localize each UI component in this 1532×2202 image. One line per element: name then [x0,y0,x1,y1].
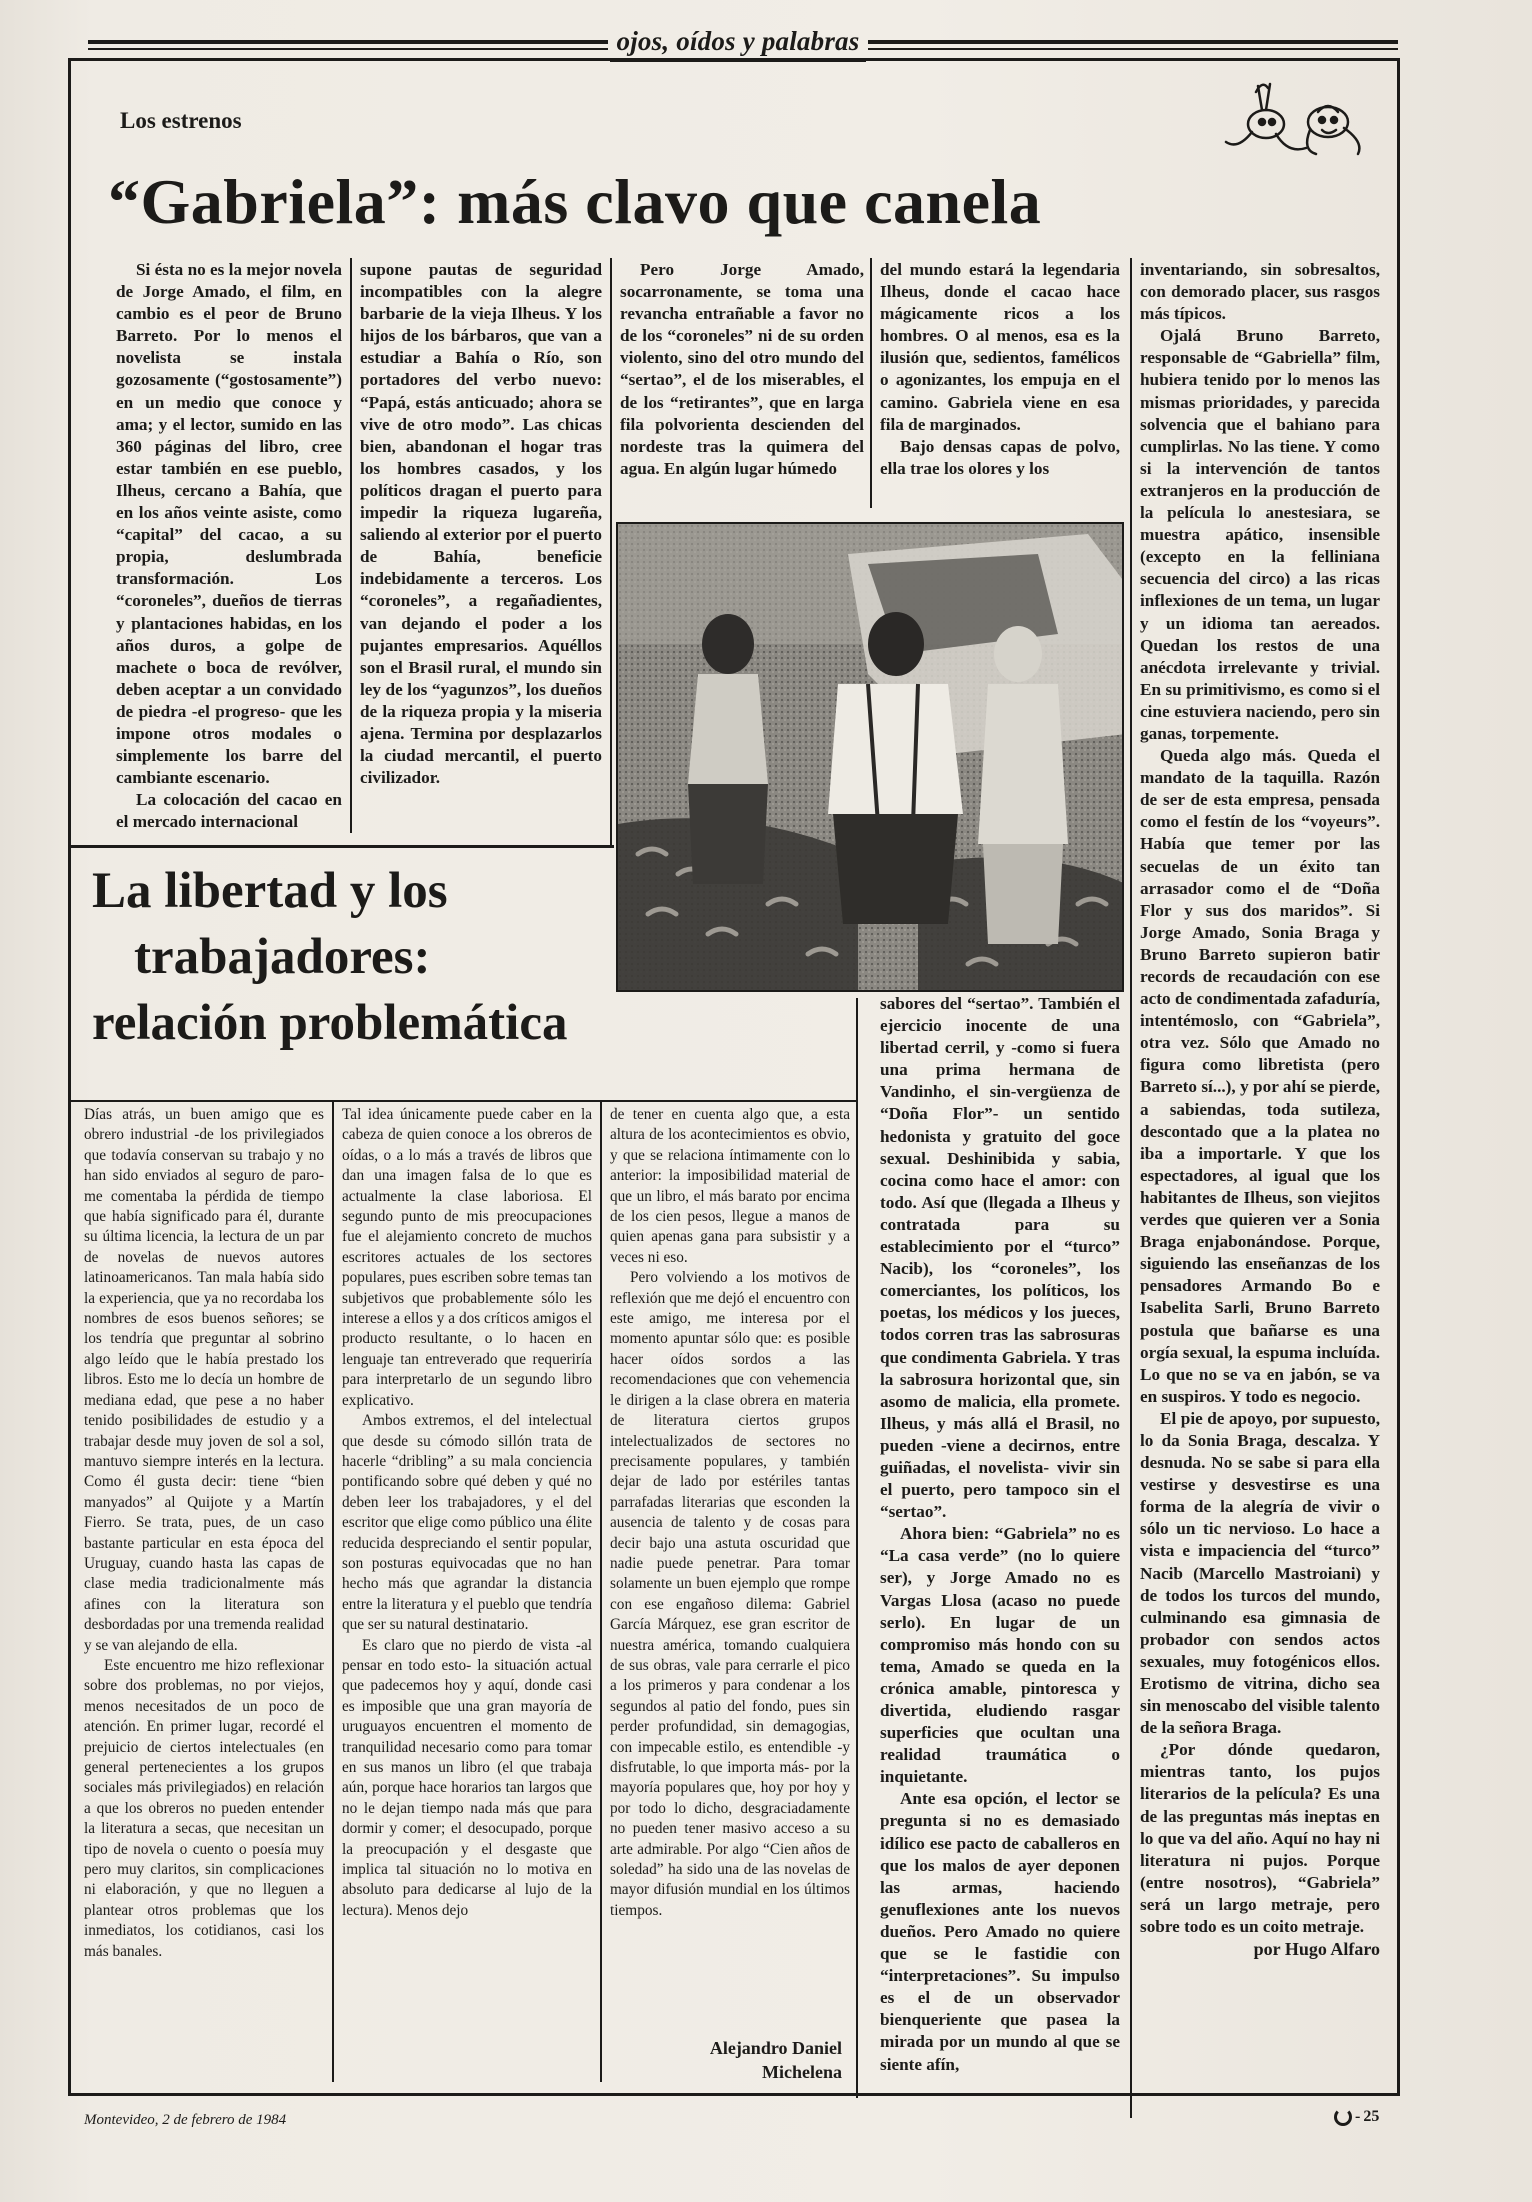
article2-author-byline [610,2036,842,2084]
magazine-logo-icon [1334,2108,1352,2126]
author-line-1: Alejandro Daniel [709,2038,842,2058]
article-col-2 [360,259,602,829]
paragraph: de tener en cuenta algo que, a esta altura de los acontecimientos es obvio, y que se relaciona íntimamente con lo anterior: la imposibilidad material de que un libro, el más barato por encima de los cien pesos, llegue a manos de quien apenas gana para subsistir y a veces ni eso. [610,1106,850,1266]
article2-col-1 [84,1105,324,2085]
article-headline: “Gabriela”: más clavo que canela [108,166,1042,237]
paragraph: supone pautas de seguridad incompatibles con la alegre barbarie de la vieja Ilheus. Y los hijos de los bárbaros, que van a estudiar a Bahía o Río, son portadores del verbo nuevo: “Papá, estás anticuado; ahora se vive de otro modo”. Las chicas bien, abandonan el hogar tras los hombres casados, y los políticos dragan el puerto para impedir la riqueza lugareña, saliendo al exterior por el puerto de Bahía, beneficie indebidamente a terceros. Los “coroneles”, a regañadientes, van dejando el poder a los pujantes empresarios. Aquéllos son el Brasil rural, el mundo sin ley de los “yagunzos”, los dueños de la riqueza propia y la miseria ajena. Termina por desplazarlos la ciudad mercantil, el puerto civilizador. [360,260,602,788]
author-line-2: Michelena [762,2062,842,2082]
film-still-image [618,524,1124,992]
paragraph: Queda algo más. Queda el mandato de la taquilla. Razón de ser de esta empresa, pensada como el festín de los “voyeurs”. Había que temer por las secuelas de un éxito tan arrasador como el de “Doña Flor y sus dos maridos”. Si Jorge Amado, Sonia Braga y Bruno Barreto supieron batir records de recaudación con ese acto de condimentada zafaduría, intentémoslo, con “Gabriela”, otra vez. Sólo que Amado no figura como libretista (pero Barreto sí...), y por ahí se pierde, a sabiendas, toda sutileza, descontado que a la platea no iba a importarle. Y que los espectadores, al igual que los habitantes de Ilheus, son viejitos verdes que quieren ver a Sonia Braga enjabonándose. Porque, siguiendo las enseñanzas de los pensadores Armando Bo e Isabelita Sarli, Bruno Barreto postula que bañarse es una orgía sexual, la espuma incluída. Lo que no se va en jabón, se va en suspiros. Y todo es negocio. [1140,746,1380,1406]
page-number: - 25 [1334,2108,1379,2126]
cartoon-figures-icon [1218,72,1368,162]
paragraph: Ojalá Bruno Barreto, responsable de “Gabriella” film, hubiera tenido por lo menos las mismas prioridades, y parecida solvencia que el bahiano para cumplirlas. No las tiene. Y como si la intervención de tantos extranjeros en la producción de la película lo anestesiara, se muestra apático, insensible (excepto en la felliniana secuencia del circo) a las ricas inflexiones de un tema, un lugar y un idioma tan aereados. Quedan los restos de una anécdota irrelevante y trivial. En su primitivismo, es como si el cine estuviera naciendo, pero sin ganas, torpemente. [1140,326,1380,743]
section-kicker: Los estrenos [120,108,242,133]
article-col-3 [620,259,864,499]
article-col-5 [1140,259,1380,2089]
paragraph: inventariando, sin sobresaltos, con demorado placer, sus rasgos más típicos. [1140,260,1380,324]
paragraph: Pero volviendo a los motivos de reflexión que me dejó el encuentro con este amigo, me interesa por el momento apuntar sólo que: es posible hacer oídos sordos a las recomendaciones que con vehemencia le dirigen a la clase obrera en materia de literatura ciertos grupos intelectualizados de sectores no precisamente populares, y también dejar de lado por estériles tantas parrafadas literarias que esconden la ausencia de talento y de cosas para decir bajo una astuta oscuridad que nadie puede penetrar. Para tomar solamente un buen ejemplo que rompe con ese engañoso dilema: Gabriel García Márquez, ese gran escritor de nuestra américa, tomando cualquiera de sus obras, vale para cerrarle el pico a los primeros y para condenar a los segundos al patio del fondo, pues sin perder profundidad, sin demagogias, con impecable estilo, es entendible -y disfrutable, lo que importa más- por la mayoría populares que, hoy por hoy y por todo lo dicho, desgraciadamente no pueden tener masivo acceso a su arte admirable. Por algo “Cien años de soledad” ha sido una de las novelas de mayor difusión mundial en los últimos tiempos. [610,1269,850,1919]
paragraph: Ambos extremos, el del intelectual que desde su cómodo sillón trata de hacerle “dribling” a su mala conciencia pontificando sobre qué deben y qué no deben leer los trabajadores, y el del escritor que elige como público una élite reducida despreciando el sentir popular, son posturas equivocadas que no han hecho más que agrandar la distancia entre la literatura y el pueblo que tendría que ser su natural destinatario. [342,1412,592,1634]
article2-headline-line-2: trabajadores: [134,929,431,985]
paragraph: ¿Por dónde quedaron, mientras tanto, los pujos literarios de la película? Es una de las preguntas más ineptas en lo que va del año. Aquí no hay ni literatura ni pujos. Porque (entre nosotros), “Gabriela” será un largo metraje, pero sobre todo es un coito metraje. [1140,1740,1380,1937]
paragraph: Este encuentro me hizo reflexionar sobre dos problemas, no por viejos, menos necesitados de un poco de atención. En primer lugar, recordé el prejuicio de ciertos intelectuales (en general pertenecientes a los grupos sociales más privilegiados) en relación a que los obreros no pueden entender la literatura a secas, que necesitan un tipo de novela o cuento o poesía muy pero muy claritos, sin complicaciones ni elaboración, y que no lleguen a plantear otros problemas que los inmediatos, los cotidianos, casi los más banales. [84,1656,324,1960]
article2-headline [92,858,632,1056]
article2-col-2 [342,1105,592,2085]
paragraph: El pie de apoyo, por supuesto, lo da Sonia Braga, descalza. Y desnuda. No se sabe si para ella vestirse y desvestirse es una forma de la alegría de vivir o sólo un tic nervioso. Lo hace a vista e impaciencia del “turco” Nacib (Marcello Mastroiani) y de todos los turcos del mundo, culminando esa gimnasia de probador con sendos actos sexuales, muy fotogénicos ellos. Erotismo de vitrina, dicho sea sin menoscabo del visible talento de la señora Braga. [1140,1408,1380,1738]
paragraph: del mundo estará la legendaria Ilheus, donde el cacao hace mágicamente ricos a los hombres. O al menos, esa es la ilusión que, sedientos, famélicos o agonizantes, los empuja en el camino. Gabriela viene en esa fila de marginados. [880,260,1120,434]
paragraph: Pero Jorge Amado, socarronamente, se toma una revancha entrañable a favor no de los “coroneles” ni de su orden violento, sino del otro mundo del “sertao”, el de los miserables, el de los “retirantes”, que en larga fila polvorienta descienden del nordeste tras la quimera del agua. En algún lugar húmedo [620,260,864,478]
footer-date: Montevideo, 2 de febrero de 1984 [84,2112,287,2128]
paragraph: Bajo densas capas de polvo, ella trae los olores y los [880,436,1120,478]
paragraph: sabores del “sertao”. También el ejercicio inocente de una libertad cerril, y -como si fuera una prima hermana de Vandinho, el sin-vergüenza de “Doña Flor”- un sentido hedonista y gratuito del goce sexual. Deshinibida y sabia, cocina como hace el amor: con todo. Así que (llegada a Ilheus y contratada para su establecimiento por el “turco” Nacib), los “coroneles”, los comerciantes, los políticos, los poetas, los médicos y los jueces, todos corren tras las sabrosuras que condimenta Gabriela. Y tras la sabrosura horizontal que, sin asomo de malicia, ella promete. Ilheus, y más allá el Brasil, no pueden -viene a decirnos, entre guiñadas, el novelista- vivir sin el puerto, pero tampoco sin el “sertao”. [880,994,1120,1522]
paragraph: Ante esa opción, el lector se pregunta si no es demasiado idílico ese pacto de caballeros en que los malos de ayer deponen las armas, haciendo genuflexiones ante los nuevos dueños. Pero Amado no quiere que se le fastidie con “interpretaciones”. Su impulso es el de un observador bienqueriente que pasea la mirada por un mundo al que se siente afín, [880,1789,1120,2074]
paragraph: Ahora bien: “Gabriela” no es “La casa verde” (no lo quiere ser), y Jorge Amado no es Vargas Llosa (acaso no puede serlo). En lugar de un compromiso más hondo con su tema, Amado se queda en la crónica amable, pintoresca y divertida, eludiendo rasgar superficies que ocultan una realidad traumática o inquietante. [880,1524,1120,1787]
article2-headline-line-1: La libertad y los [92,863,448,919]
film-still-photo [616,522,1124,992]
article2-col-3 [610,1105,850,2005]
paragraph: Días atrás, un buen amigo que es obrero industrial -de los privilegiados que todavía conservan su trabajo y no han sido enviados al seguro de paro- me comentaba la pérdida de tiempo que había significado para él, durante su última licencia, la lectura de un par de novelas de nuevos autores latinoamericanos. Tan mala había sido la experiencia, que ya no recordaba los nombres de esos buenos señores; se los tendría que preguntar al sobrino algo leído que le había prestado los libros. Esto me lo decía un hombre de mediana edad, que pese a no haber tenido posibilidades de estudio y a trabajar desde muy joven de sol a sol, mantuvo siempre interés en la lectura. Como él gusta decir: tiene “bien manyados” al Quijote y a Martín Fierro. Se trata, pues, de un caso bastante particular en esta época del Uruguay, cuando hasta las capas de clase media tradicionalmente más afines con la literatura son desbordadas por una tremenda realidad y se van alejando de ella. [84,1106,324,1654]
running-head-title: ojos, oídos y palabras [610,26,866,62]
page-number-value: 25 [1363,2108,1380,2125]
article-col-4-bottom [880,993,1120,2103]
paragraph: La colocación del cacao en el mercado internacional [116,790,342,829]
article2-headline-line-3: relación problemática [92,995,568,1051]
author-byline: por Hugo Alfaro [1253,1939,1380,1960]
article-col-1 [116,259,342,829]
article-col-4-top [880,259,1120,499]
paragraph: Tal idea únicamente puede caber en la cabeza de quien conoce a los obreros de oídas, o a lo más a través de libros que dan una imagen falsa de lo que es actualmente la clase laboriosa. El segundo punto de mis preocupaciones fue el alejamiento concreto de muchos escritores actuales de los sectores populares, pues escriben sobre temas tan subjetivos que probablemente sólo les interese a ellos y a dos críticos amigos el producto resultante, o lo hacen en lenguaje tan entreverado que requeriría para interpretarlo de un segundo libro explicativo. [342,1106,592,1409]
paragraph: Si ésta no es la mejor novela de Jorge Amado, el film, en cambio es el peor de Bruno Barreto. Por lo menos el novelista se instala gozosamente (“gostosamente”) en un medio que conoce y ama; y el lector, sumido en las 360 páginas del libro, cree estar también en ese pueblo, Ilheus, cercano a Bahía, que en los años veinte asiste, como “capital” del cacao, a su propia, deslumbrada transformación. Los “coroneles”, dueños de tierras y plantaciones habidas, en los años duros, a golpe de machete o boca de revólver, deben aceptar a un convidado de piedra -el progreso- que les impone otros modales o simplemente los barre del cambiante escenario. [116,260,342,788]
paragraph: Es claro que no pierdo de vista -al pensar en todo esto- la situación actual que padecemos hoy y aquí, donde casi es imposible que una gran mayoría de uruguayos encuentren el momento de tranquilidad necesario como para tomar en sus manos un libro (el que trabaja aún, porque hace horarios tan largos que no le dejan tiempo nada más que para dormir y comer; el desocupado, porque la preocupación y el desgaste que implica tal situación no lo motiva en absoluto para dedicarse al lujo de la lectura). Menos dejo [342,1636,592,1919]
